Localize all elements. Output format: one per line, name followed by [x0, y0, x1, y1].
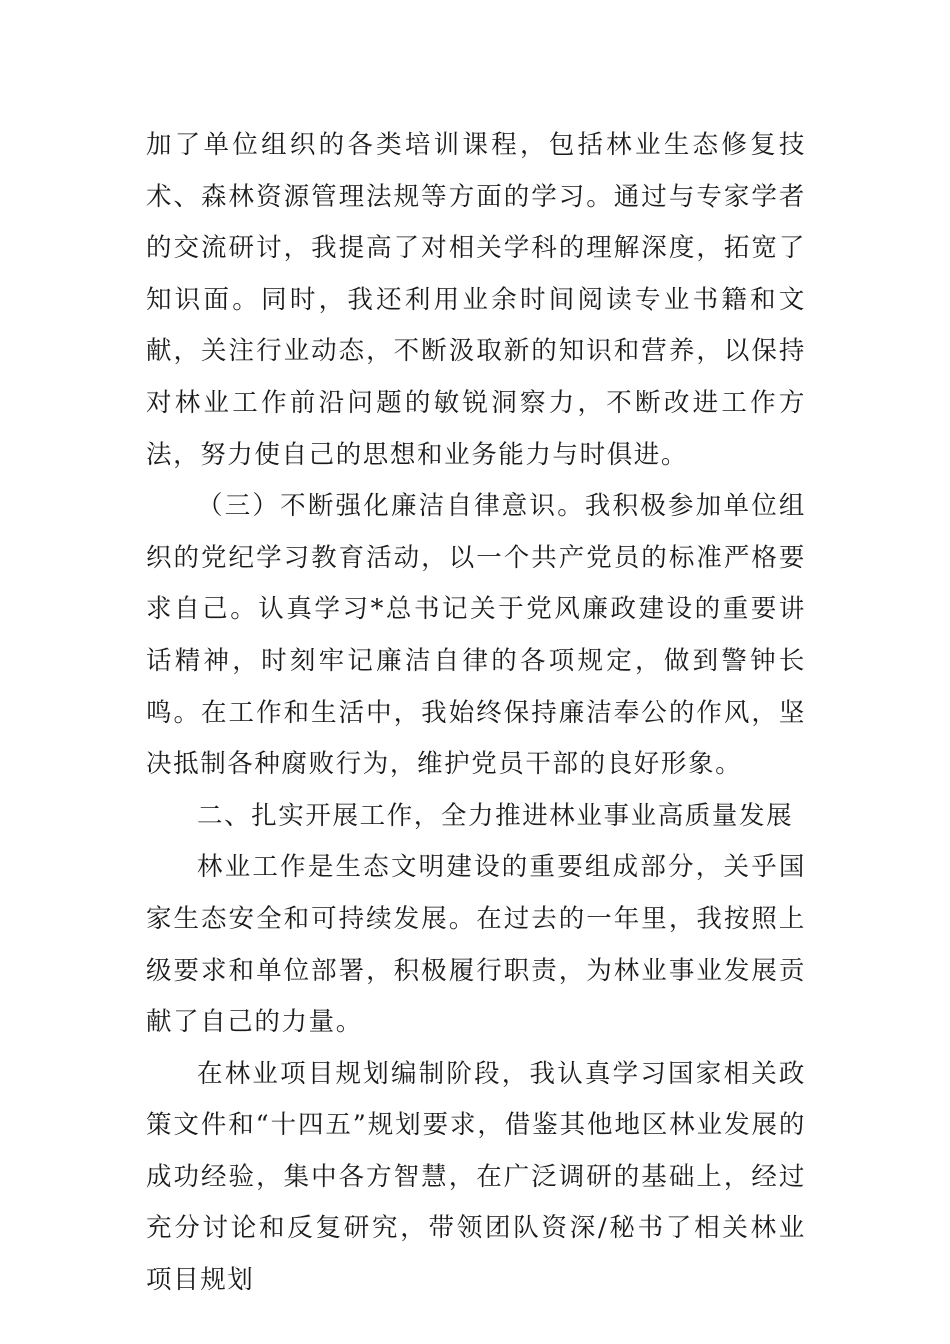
- paragraph-project-planning: 在林业项目规划编制阶段，我认真学习国家相关政策文件和“十四五”规划要求，借鉴其他地区林业发展的成功经验，集中各方智慧，在广泛调研的基础上，经过充分讨论和反复研究，带领团队资深/秘书了相关林业项目规划: [146, 1058, 806, 1296]
- paragraph-integrity-self-discipline: （三）不断强化廉洁自律意识。我积极参加单位组织的党纪学习教育活动，以一个共产党员的标准严格要求自己。认真学习*总书记关于党风廉政建设的重要讲话精神，时刻牢记廉洁自律的各项规定，做到警钟长鸣。在工作和生活中，我始终保持廉洁奉公的作风，坚决抵制各种腐败行为，维护党员干部的良好形象。: [146, 491, 806, 780]
- paragraph-continuation: 加了单位组织的各类培训课程，包括林业生态修复技术、森林资源管理法规等方面的学习。通过与专家学者的交流研讨，我提高了对相关学科的理解深度，拓宽了知识面。同时，我还利用业余时间阅读专业书籍和文献，关注行业动态，不断汲取新的知识和营养，以保持对林业工作前沿问题的敏锐洞察力，不断改进工作方法，努力使自己的思想和业务能力与时俱进。: [146, 130, 806, 470]
- document-body: [146, 120, 806, 1307]
- section-heading-two: 二、扎实开展工作，全力推进林业事业高质量发展: [197, 800, 794, 831]
- paragraph-forestry-importance: 林业工作是生态文明建设的重要组成部分，关乎国家生态安全和可持续发展。在过去的一年里，我按照上级要求和单位部署，积极履行职责，为林业事业发展贡献了自己的力量。: [146, 852, 806, 1038]
